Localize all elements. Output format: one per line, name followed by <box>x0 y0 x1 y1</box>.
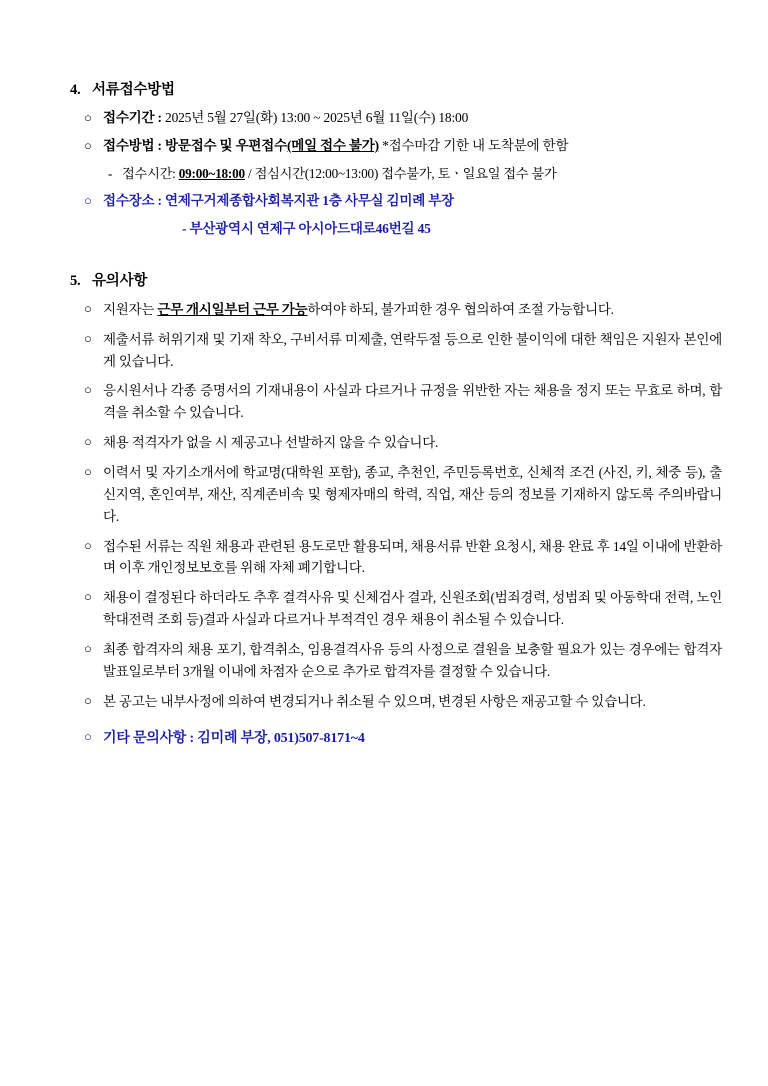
circle-bullet-icon: ○ <box>84 382 92 398</box>
notice-text: 본 공고는 내부사정에 의하여 변경되거나 취소될 수 있으며, 변경된 사항은 재공고할 수 있습니다. <box>103 693 646 709</box>
notice-prefix: 지원자는 <box>103 301 158 317</box>
notice-text: 채용 적격자가 없을 시 제공고나 선발하지 않을 수 있습니다. <box>103 435 439 451</box>
notice-text: 채용이 결정된다 하더라도 추후 결격사유 및 신체검사 결과, 신원조회(범죄경력, 성범죄 및 아동학대 전력, 노인학대전력 조회 등)결과 사실과 다르거나 부적격인 경우 채용이 취소될 수 있습니다. <box>103 590 722 628</box>
notice-emphasis: 근무 개시일부터 근무 가능 <box>157 301 308 317</box>
circle-bullet-icon: ○ <box>84 434 92 450</box>
circle-bullet-icon: ○ <box>84 463 92 479</box>
circle-bullet-icon: ○ <box>84 110 92 125</box>
list-item <box>62 108 722 129</box>
reception-address <box>62 219 722 239</box>
notice-text: 접수된 서류는 직원 채용과 관련된 용도로만 활용되며, 채용서류 반환 요청시, 채용 완료 후 14일 이내에 반환하며 이후 개인정보보호를 위해 자체 폐기합니다. <box>103 538 722 576</box>
dash-icon: - <box>182 220 187 236</box>
reception-method-value: 방문접수 및 우편접수 <box>165 137 287 153</box>
circle-bullet-icon: ○ <box>84 300 92 316</box>
section-heading <box>62 78 722 99</box>
section-document-submission <box>62 78 722 239</box>
reception-place <box>103 191 722 212</box>
list-item <box>62 432 722 454</box>
reception-method <box>103 136 722 157</box>
circle-bullet-icon: ○ <box>84 330 92 346</box>
reception-period <box>103 108 722 129</box>
list-item <box>62 329 722 373</box>
reception-hours-label: 접수시간: <box>122 165 179 181</box>
reception-method-extra: *접수마감 기한 내 도착분에 한함 <box>378 137 569 153</box>
circle-bullet-icon: ○ <box>84 692 92 708</box>
list-item <box>62 462 722 528</box>
reception-hours-note: / 점심시간(12:00~13:00) 접수불가, 토ㆍ일요일 접수 불가 <box>244 165 557 181</box>
notice-text: 응시원서나 각종 증명서의 기재내용이 사실과 다르거나 규정을 위반한 자는 채용을 정지 또는 무효로 하며, 합격을 취소할 수 있습니다. <box>103 383 722 421</box>
notice-text: 이력서 및 자기소개서에 학교명(대학원 포함), 종교, 추천인, 주민등록번호, 신체적 조건 (사진, 키, 체중 등), 출신지역, 혼인여부, 재산, 직계존비속 및 형제자매의 학력, 직업, 재산 등의 정보를 기재하지 않도록 주의바랍니다. <box>103 464 722 524</box>
list-item <box>62 299 722 321</box>
reception-address-value: 부산광역시 연제구 아시아드대로46번길 45 <box>189 220 431 236</box>
section-title: 서류접수방법 <box>92 82 175 98</box>
contact-info <box>62 727 722 747</box>
circle-bullet-icon: ○ <box>84 192 92 208</box>
list-item <box>62 191 722 212</box>
document-content <box>62 78 722 751</box>
circle-bullet-icon: ○ <box>84 728 92 744</box>
list-item <box>62 587 722 631</box>
notice-text <box>103 299 722 321</box>
dash-icon: - <box>108 165 113 181</box>
list-item <box>62 136 722 157</box>
section-title: 유의사항 <box>92 272 148 289</box>
reception-hours-value: 09:00~18:00 <box>178 165 245 181</box>
reception-place-value: 연제구거제종합사회복지관 1층 사무실 김미례 부장 <box>165 192 454 208</box>
section-notices <box>62 269 722 747</box>
section-number: 4. <box>70 82 81 98</box>
section-spacer <box>62 243 722 269</box>
contact-text: 기타 문의사항 : 김미례 부장, 051)507-8171~4 <box>103 730 365 746</box>
notice-text: 최종 합격자의 채용 포기, 합격취소, 임용결격사유 등의 사정으로 결원을 보충할 필요가 있는 경우에는 합격자 발표일로부터 3개월 이내에 차점자 순으로 추가로 합격자를 결정할 수 있습니다. <box>103 641 722 679</box>
reception-period-label: 접수기간 : <box>103 110 166 125</box>
circle-bullet-icon: ○ <box>84 137 92 153</box>
section-number: 5. <box>70 272 81 289</box>
notice-text: 제출서류 허위기재 및 기재 착오, 구비서류 미제출, 연락두절 등으로 인한 불이익에 대한 책임은 지원자 본인에게 있습니다. <box>103 331 722 369</box>
circle-bullet-icon: ○ <box>84 537 92 553</box>
circle-bullet-icon: ○ <box>84 640 92 656</box>
reception-period-value: 2025년 5월 27일(화) 13:00 ~ 2025년 6월 11일(수) 18:00 <box>165 110 469 125</box>
notice-suffix: 하여야 하되, 불가피한 경우 협의하여 조절 가능합니다. <box>307 301 614 317</box>
list-item <box>62 536 722 580</box>
list-item <box>62 691 722 713</box>
reception-method-note: (메일 접수 불가) <box>286 137 379 153</box>
circle-bullet-icon: ○ <box>84 589 92 605</box>
section-heading <box>62 269 722 290</box>
list-item <box>62 639 722 683</box>
reception-hours <box>62 164 722 184</box>
reception-place-label: 접수장소 : <box>103 192 166 208</box>
reception-method-label: 접수방법 : <box>103 137 166 153</box>
list-item <box>62 380 722 424</box>
